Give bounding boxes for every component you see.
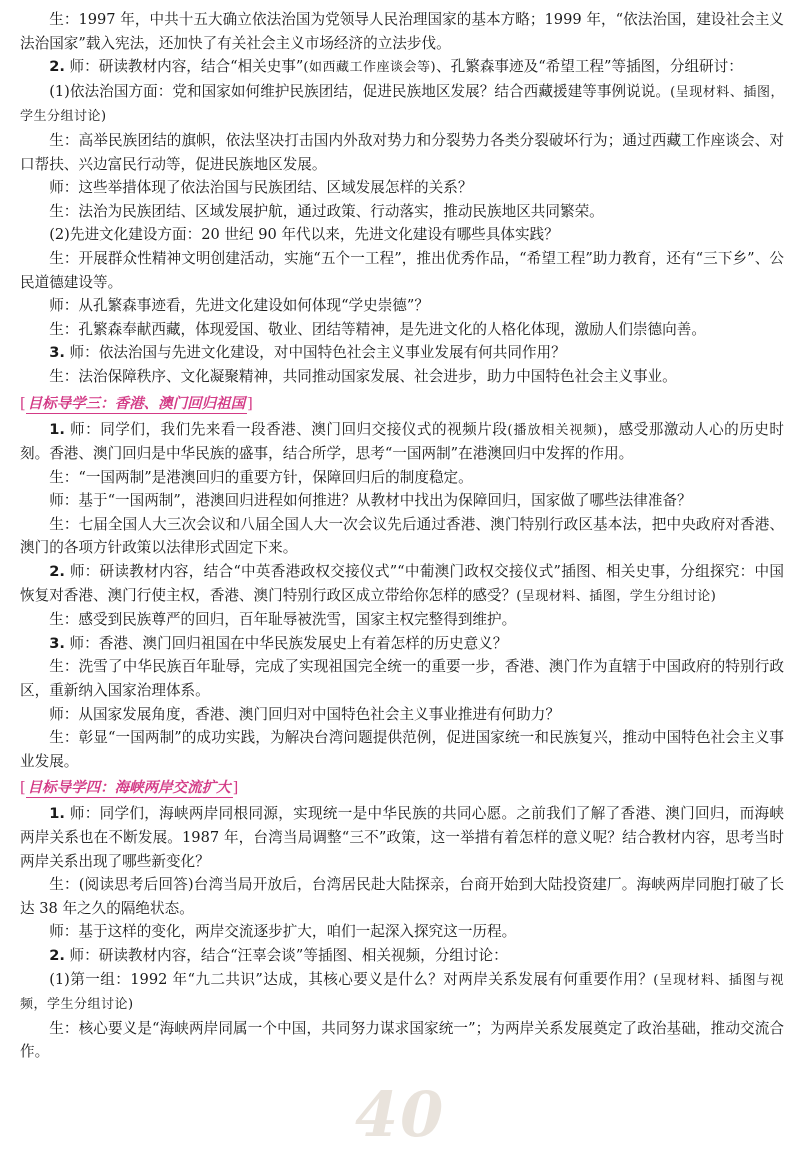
paragraph: 生：开展群众性精神文明创建活动，实施“五个一工程”，推出优秀作品，“希望工程”助力教育，还有“三下乡”、公民道德建设等。 xyxy=(20,249,784,291)
inline-note: (播放相关视频) xyxy=(507,422,603,438)
paragraph: 1. 师：同学们，海峡两岸同根同源，实现统一是中华民族的共同心愿。之前我们了解了香港、澳门回归，而海峡两岸关系也在不断发展。1987 年，台湾当局调整“三不”政策，这一举措有着怎样的意义呢？结合教材内容，思考当时两岸关系出现了哪些新变化？ xyxy=(20,805,784,870)
paragraph: 生：1997 年，中共十五大确立依法治国为党领导人民治理国家的基本方略；1999 年，“依法治国，建设社会主义法治国家”载入宪法，还加快了有关社会主义市场经济的立法步伐。 xyxy=(20,11,784,52)
paragraph: 师：从国家发展角度，香港、澳门回归对中国特色社会主义事业推进有何助力？ xyxy=(49,705,560,723)
paragraph: 3. 师：依法治国与先进文化建设，对中国特色社会主义事业发展有何共同作用？ xyxy=(49,344,566,362)
paragraph: 生：高举民族团结的旗帜，依法坚决打击国内外敌对势力和分裂势力各类分裂破坏行为；通过西藏工作座谈会、对口帮扶、兴边富民行动等，促进民族地区发展。 xyxy=(20,131,784,173)
paragraph: (2)先进文化建设方面：20 世纪 90 年代以来，先进文化建设有哪些具体实践？ xyxy=(49,226,559,244)
paragraph: 生：七届全国人大三次会议和八届全国人大一次会议先后通过香港、澳门特别行政区基本法，把中央政府对香港、澳门的各项方针政策以法律形式固定下来。 xyxy=(20,515,784,557)
section-heading: [ 目标导学三：香港、澳门回归祖国 ] xyxy=(20,394,253,412)
paragraph: 生：感受到民族尊严的回归，百年耻辱被洗雪，国家主权完整得到维护。 xyxy=(49,611,517,629)
paragraph: (1)第一组：1992 年“九二共识”达成，其核心要义是什么？对两岸关系发展有何重要作用？(呈现材料、插图与视频，学生分组讨论) xyxy=(20,970,784,1013)
paragraph: 师：从孔繁森事迹看，先进文化建设如何体现“学史崇德”？ xyxy=(49,297,429,315)
paragraph: 生：“一国两制”是港澳回归的重要方针，保障回归后的制度稳定。 xyxy=(49,468,473,486)
paragraph: 生：法治保障秩序、文化凝聚精神，共同推动国家发展、社会进步，助力中国特色社会主义事业。 xyxy=(49,367,677,385)
document-page xyxy=(20,8,784,1064)
inline-note: (呈现材料、插图，学生分组讨论) xyxy=(516,588,717,604)
paragraph: 师：基于“一国两制”，港澳回归进程如何推进？从教材中找出为保障回归，国家做了哪些法律准备？ xyxy=(49,492,692,510)
paragraph: 生：孔繁森奉献西藏，体现爱国、敬业、团结等精神，是先进文化的人格化体现，激励人们崇德向善。 xyxy=(49,320,706,338)
paragraph: 生：法治为民族团结、区域发展护航，通过政策、行动落实，推动民族地区共同繁荣。 xyxy=(49,202,604,220)
inline-note: (如西藏工作座谈会等) xyxy=(303,60,437,76)
paragraph: 师：基于这样的变化，两岸交流逐步扩大，咱们一起深入探究这一历程。 xyxy=(49,923,517,941)
paragraph: 生：(阅读思考后回答)台湾当局开放后，台湾居民赴大陆探亲，台商开始到大陆投资建厂。海峡两岸同胞打破了长达 38 年之久的隔绝状态。 xyxy=(20,876,784,917)
paragraph: 3. 师：香港、澳门回归祖国在中华民族发展史上有着怎样的历史意义？ xyxy=(49,634,508,652)
page-number: 40 xyxy=(355,1078,446,1151)
paragraph: 生：洗雪了中华民族百年耻辱，完成了实现祖国完全统一的重要一步，香港、澳门作为直辖于中国政府的特别行政区，重新纳入国家治理体系。 xyxy=(20,658,784,700)
paragraph: 2. 师：研读教材内容，结合“相关史事”(如西藏工作座谈会等)、孔繁森事迹及“希望工程”等插图，分组研讨： xyxy=(49,58,743,76)
paragraph: (1)依法治国方面：党和国家如何维护民族团结，促进民族地区发展？结合西藏援建等事例说说。(呈现材料、插图，学生分组讨论) xyxy=(20,82,784,125)
inline-note: (呈现材料、插图，学生分组讨论) xyxy=(20,84,784,125)
section-heading: [ 目标导学四：海峡两岸交流扩大 ] xyxy=(20,779,239,797)
inline-note: (呈现材料、插图与视频，学生分组讨论) xyxy=(20,972,784,1013)
paragraph: 1. 师：同学们，我们先来看一段香港、澳门回归交接仪式的视频片段(播放相关视频)，感受那激动人心的历史时刻。香港、澳门回归是中华民族的盛事，结合所学，思考“一国两制”在港澳回归中发挥的作用。 xyxy=(20,420,784,463)
paragraph: 生：彰显“一国两制”的成功实践，为解决台湾问题提供范例，促进国家统一和民族复兴，推动中国特色社会主义事业发展。 xyxy=(20,729,784,770)
paragraph: 2. 师：研读教材内容，结合“中英香港政权交接仪式”“中葡澳门政权交接仪式”插图、相关史事，分组探究：中国恢复对香港、澳门行使主权，香港、澳门特别行政区成立带给你怎样的感受？(呈现材料、插图，学生分组讨论) xyxy=(20,563,784,604)
paragraph: 2. 师：研读教材内容，结合“汪辜会谈”等插图、相关视频，分组讨论： xyxy=(49,946,508,964)
paragraph: 师：这些举措体现了依法治国与民族团结、区域发展怎样的关系？ xyxy=(49,179,473,197)
paragraph: 生：核心要义是“海峡两岸同属一个中国，共同努力谋求国家统一”；为两岸关系发展奠定了政治基础，推动交流合作。 xyxy=(20,1019,784,1061)
